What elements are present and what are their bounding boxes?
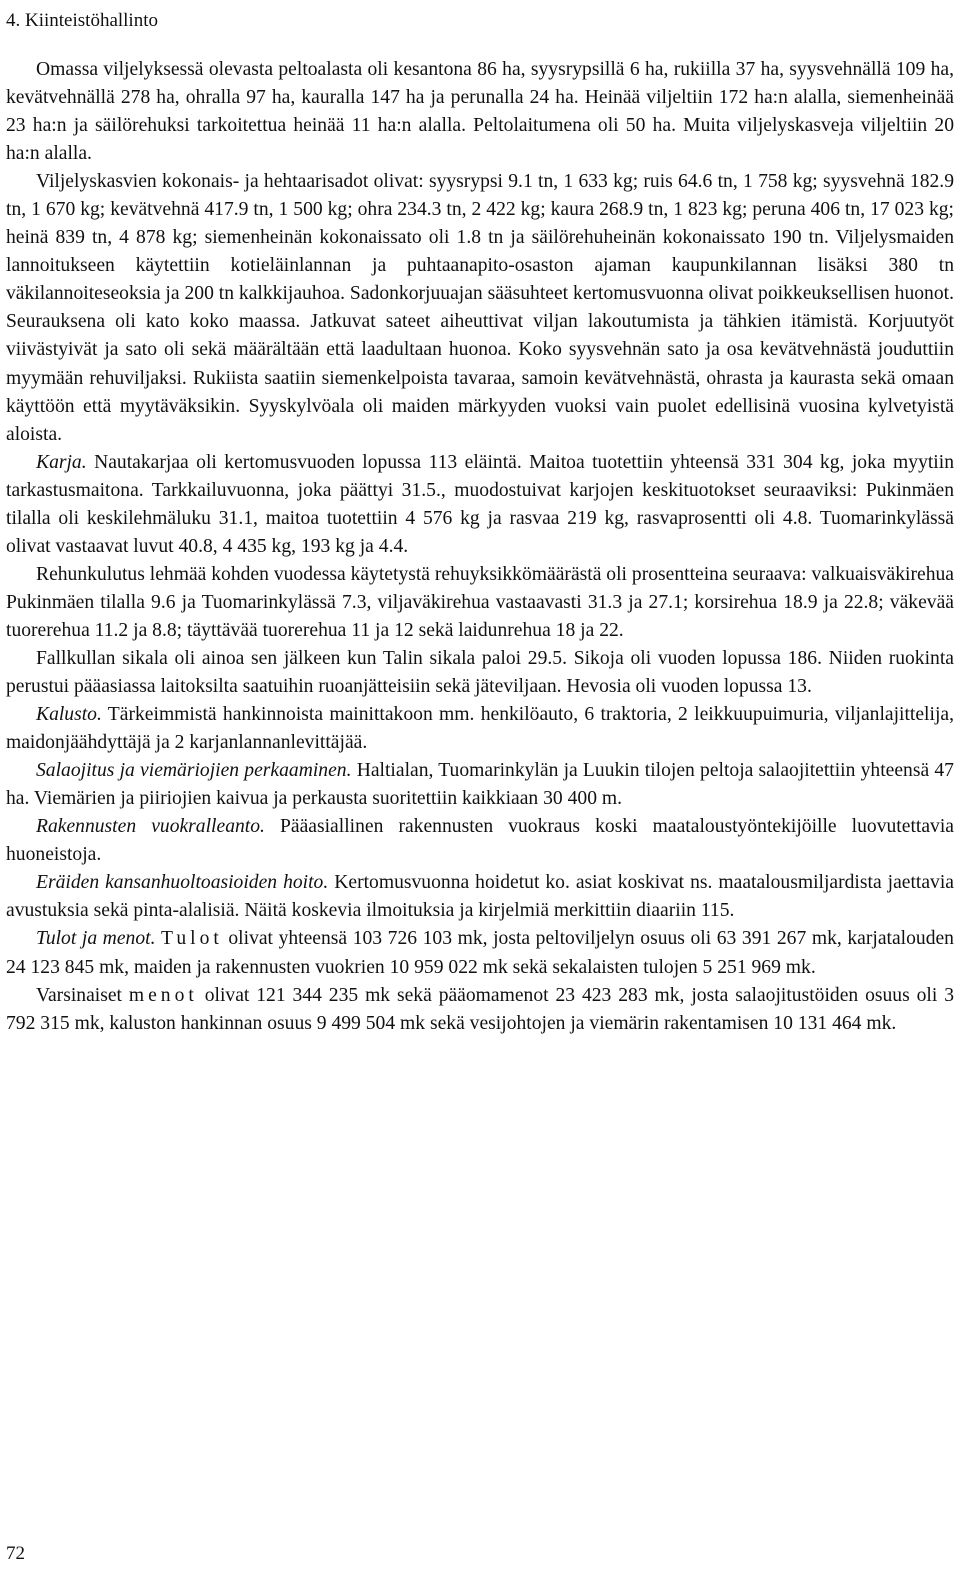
paragraph-text: olivat 121 344 235 mk sekä pääomamenot 23 423 283 mk, josta salaojitustöiden osuus oli 3 792 315 mk, kaluston hankinnan osuus 9 499 504 mk sekä vesijohtojen ja viemärin rakentamisen 10 131 464 mk. xyxy=(6,984,954,1034)
section-lead-kansanhuolto: Eräiden kansanhuoltoasioiden hoito. xyxy=(36,872,329,894)
page-number: 72 xyxy=(6,1543,25,1564)
paragraph-equipment xyxy=(6,701,954,757)
paragraph-expenses xyxy=(6,982,954,1038)
spaced-word-menot: menot xyxy=(128,984,198,1006)
paragraph-livestock xyxy=(6,449,954,561)
paragraph-text: Viljelyskasvien kokonais- ja hehtaarisadot olivat: syysrypsi 9.1 tn, 1 633 kg; ruis 64.6 tn, 1 758 kg; syysvehnä 182.9 tn, 1 670 kg; kevätvehnä 417.9 tn, 1 500 kg; ohra 234.3 tn, 2 422 kg; kaura 268.9 tn, 1 823 kg; peruna 406 tn, 17 023 kg; heinä 839 tn, 4 878 kg; siemenheinän kokonaissato oli 1.8 tn ja säilörehuheinän kokonaissato 190 tn. Viljelysmaiden lannoitukseen käytettiin kotieläinlannan ja puhtaanapito-osaston ajaman kaupunkilannan lisäksi 380 tn väkilannoiteseoksia ja 200 tn kalkkijauhoa. Sadonkorjuuajan sääsuhteet kertomusvuonna olivat poikkeuksellisen huonot. Seurauksena oli kato koko maassa. Jatkuvat sateet aiheuttivat viljan lakoutumista ja tähkien itämistä. Korjuutyöt viivästyivät ja sato oli sekä määrältään että laadultaan huonoa. Koko syysvehnän sato ja osa kevätvehnästä jouduttiin myymään rehuviljaksi. Rukiista saatiin siemenkelpoista tavaraa, samoin kevätvehnästä, ohrasta ja kaurasta sekä omaan käyttöön että myytäväksikin. Syyskylvöala oli maiden märkyyden vuoksi vain puolet edellisinä vuosina kylvetyistä aloista. xyxy=(6,171,954,445)
paragraph-text: Varsinaiset xyxy=(36,984,129,1006)
paragraph-text: Pääasiallinen rakennusten vuokraus koski maataloustyöntekijöille luovutettavia huoneistoja. xyxy=(6,816,954,866)
page-body xyxy=(6,56,954,1038)
paragraph-text: Nautakarjaa oli kertomusvuoden lopussa 113 eläintä. Maitoa tuotettiin yhteensä 331 304 kg, joka myytiin tarkastusmaitona. Tarkkailuvuonna, joka päättyi 31.5., muodostuivat karjojen keskituotokset seuraaviksi: Pukinmäen tilalla oli keskilehmäluku 31.1, maitoa tuotettiin 4 576 kg ja rasvaa 219 kg, rasvaprosentti oli 4.8. Tuomarinkylässä olivat vastaavat luvut 40.8, 4 435 kg, 193 kg ja 4.4. xyxy=(6,451,954,557)
paragraph-income xyxy=(6,925,954,981)
paragraph-text: Tärkeimmistä hankinnoista mainittakoon mm. henkilöauto, 6 traktoria, 2 leikkuupuimuria, viljanlajittelija, maidonjäähdyttäjä ja 2 karjanlannanlevittäjää. xyxy=(6,704,954,754)
paragraph-text: Kertomusvuonna hoidetut ko. asiat koskivat ns. maatalousmiljardista jaettavia avustuksia sekä pinta-alalisiä. Näitä koskevia ilmoituksia ja kirjelmiä merkittiin diaariin 115. xyxy=(6,872,954,922)
paragraph-field-areas xyxy=(6,56,954,168)
section-lead-rakennusten-vuokralleanto: Rakennusten vuokralleanto. xyxy=(36,816,265,838)
section-lead-salaojitus: Salaojitus ja viemäriojien perkaaminen. xyxy=(36,760,352,782)
paragraph-text: olivat yhteensä 103 726 103 mk, josta peltoviljelyn osuus oli 63 391 267 mk, karjatalouden 24 123 845 mk, maiden ja rakennusten vuokrien 10 959 022 mk sekä sekalaisten tulojen 5 251 969 mk. xyxy=(6,928,954,978)
running-header: 4. Kiinteistöhallinto xyxy=(6,10,158,31)
spaced-word-tulot: Tulot xyxy=(161,928,223,950)
section-lead-tulot-ja-menot: Tulot ja menot. xyxy=(36,928,156,950)
paragraph-public-supply xyxy=(6,869,954,925)
paragraph-text: Fallkullan sikala oli ainoa sen jälkeen kun Talin sikala paloi 29.5. Sikoja oli vuoden lopussa 186. Niiden ruokinta perustui pääasiassa laitoksilta saatuihin ruoanjätteisiin sekä jäteviljaan. Hevosia oli vuoden lopussa 13. xyxy=(6,647,954,698)
paragraph-yields xyxy=(6,168,954,448)
paragraph-piggery xyxy=(6,645,954,701)
section-lead-karja: Karja. xyxy=(36,451,87,473)
section-lead-kalusto: Kalusto. xyxy=(36,704,102,726)
paragraph-text: Rehunkulutus lehmää kohden vuodessa käytetystä rehuyksikkömäärästä oli prosentteina seuraava: valkuaisväkirehua Pukinmäen tilalla 9.6 ja Tuomarinkylässä 7.3, viljaväkirehua vastaavasti 31.3 ja 27.1; korsirehua 18.9 ja 22.8; väkevää tuorerehua 11.2 ja 8.8; täyttävää tuorerehua 11 ja 12 sekä laidunrehua 18 ja 22. xyxy=(6,563,954,641)
paragraph-text: Omassa viljelyksessä olevasta peltoalasta oli kesantona 86 ha, syysrypsillä 6 ha, rukiilla 37 ha, syysvehnällä 109 ha, kevätvehnällä 278 ha, ohralla 97 ha, kauralla 147 ha ja perunalla 24 ha. Heinää viljeltiin 172 ha:n alalla, siemenheinää 23 ha:n ja säilörehuksi tarkoitettua heinää 11 ha:n alalla. Peltolaitumena oli 50 ha. Muita viljelyskasveja viljeltiin 20 ha:n alalla. xyxy=(6,59,954,165)
paragraph-drainage xyxy=(6,757,954,813)
paragraph-text: Haltialan, Tuomarinkylän ja Luukin tilojen peltoja salaojitettiin yhteensä 47 ha. Viemärien ja piiriojien kaivua ja perkausta suoritettiin kaikkiaan 30 400 m. xyxy=(6,760,954,810)
paragraph-feed-consumption xyxy=(6,561,954,645)
paragraph-leasing xyxy=(6,813,954,869)
